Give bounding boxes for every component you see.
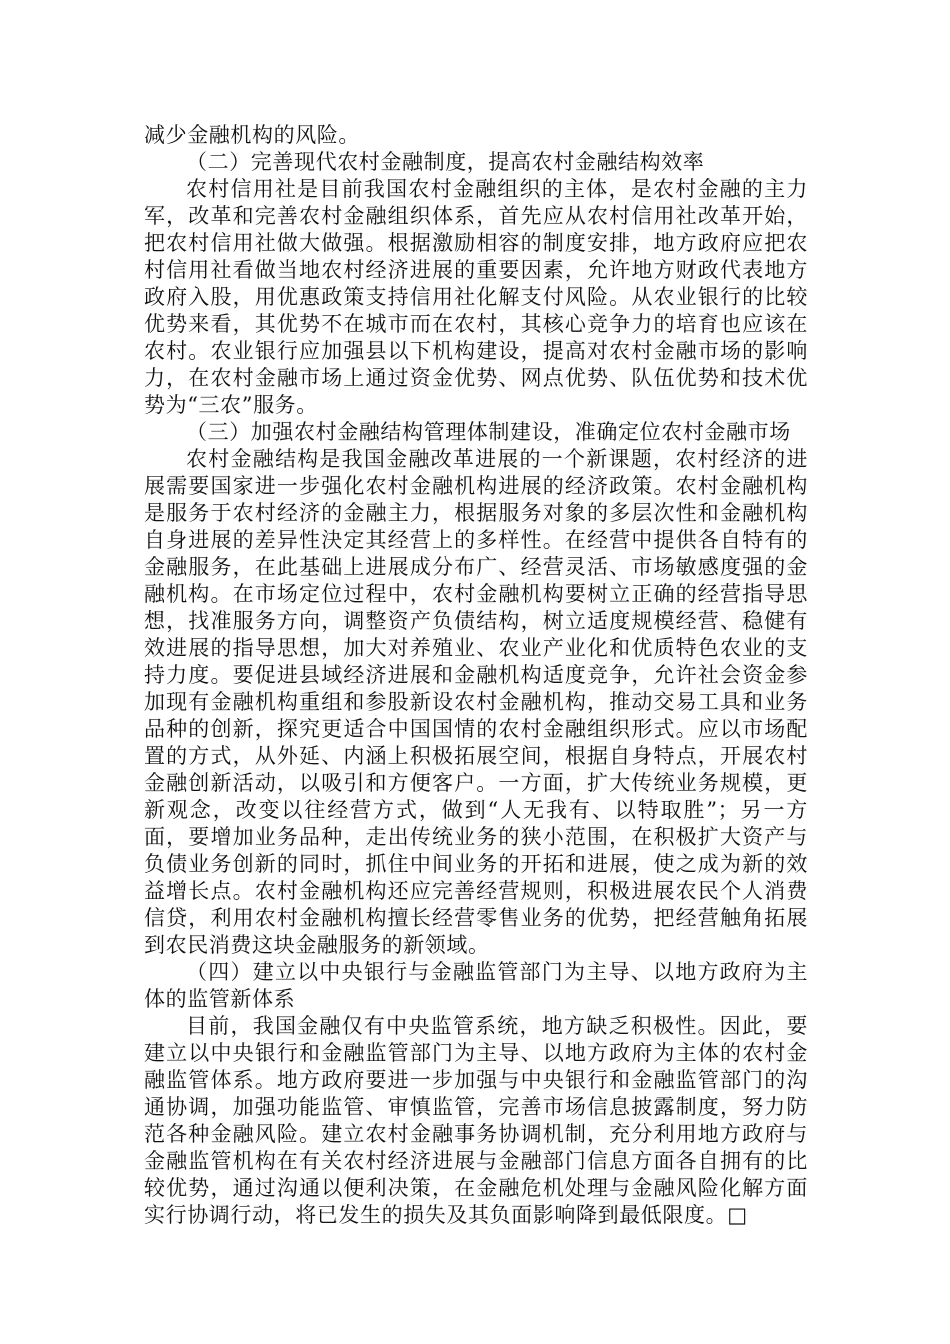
paragraph-continuation: 减少金融机构的风险。	[144, 123, 360, 147]
paragraph-rural-credit: 农村信用社是目前我国农村金融组织的主体，是农村金融的主力军，改革和完善农村金融组织体系，首先应从农村信用社改革开始，把农村信用社做大做强。根据激励相容的制度安排，地方政府应把农村信用社看做当地农村经济进展的重要因素，允许地方财政代表地方政府入股，用优惠政策支持信用社化解支付风险。从农业银行的比较优势来看，其优势不在城市而在农村，其核心竞争力的培育也应该在农村。农业银行应加强县以下机构建设，提高对农村金融市场的影响力，在农村金融市场上通过资金优势、网点优势、队伍优势和技术优势为“三农”服务。	[144, 177, 808, 417]
paragraph-market-positioning: 农村金融结构是我国金融改革进展的一个新课题，农村经济的进展需要国家进一步强化农村金融机构进展的经济政策。农村金融机构是服务于农村经济的金融主力，根据服务对象的多层次性和金融机构自身进展的差异性決定其经营上的多样性。在经营中提供各自特有的金融服务，在此基础上进展成分布广、经营灵活、市场敏感度强的金融机构。在市场定位过程中，农村金融机构要树立正确的经营指导思想，找准服务方向，调整资产负债结构，树立适度规模经营、稳健有效进展的指导思想，加大对养殖业、农业产业化和优质特色农业的支持力度。要促进县域经济进展和金融机构适度竞争，允许社会资金参加现有金融机构重组和参股新设农村金融机构，推动交易工具和业务品种的创新，探究更适合中国国情的农村金融组织形式。应以市场配置的方式，从外延、内涵上积极拓展空间，根据自身特点，开展农村金融创新活动，以吸引和方便客户。一方面，扩大传统业务规模，更新观念，改变以往经营方式，做到“人无我有、以特取胜”；另一方面，要增加业务品种，走出传统业务的狭小范围，在积极扩大资产与负债业务创新的同时，抓住中间业务的开拓和进展，使之成为新的效益增长点。农村金融机构还应完善经营规则，积极进展农民个人消费信贷，利用农村金融机构擅长经营零售业务的优势，把经营触角拓展到农民消费这块金融服务的新领域。	[144, 447, 808, 957]
document-page	[144, 122, 808, 1229]
section-heading-4: （四）建立以中央银行与金融监管部门为主导、以地方政府为主体的监管新体系	[144, 960, 808, 1011]
paragraph-supervision: 目前，我国金融仅有中央监管系统，地方缺乏积极性。因此，要建立以中央银行和金融监管部门为主导、以地方政府为主体的农村金融监管体系。地方政府要进一步加强与中央银行和金融监管部门的沟通协调，加强功能监管、审慎监管，完善市场信息披露制度，努力防范各种金融风险。建立农村金融事务协调机制，充分利用地方政府与金融监管机构在有关农村经济进展与金融部门信息方面各自拥有的比较优势，通过沟通以便利决策，在金融危机处理与金融风险化解方面实行协调行动，将已发生的损失及其负面影响降到最低限度。□	[144, 1014, 808, 1227]
section-heading-3: （三）加强农村金融结构管理体制建设，准确定位农村金融市场	[186, 420, 791, 444]
section-heading-2: （二）完善现代农村金融制度，提高农村金融结构效率	[186, 150, 705, 174]
